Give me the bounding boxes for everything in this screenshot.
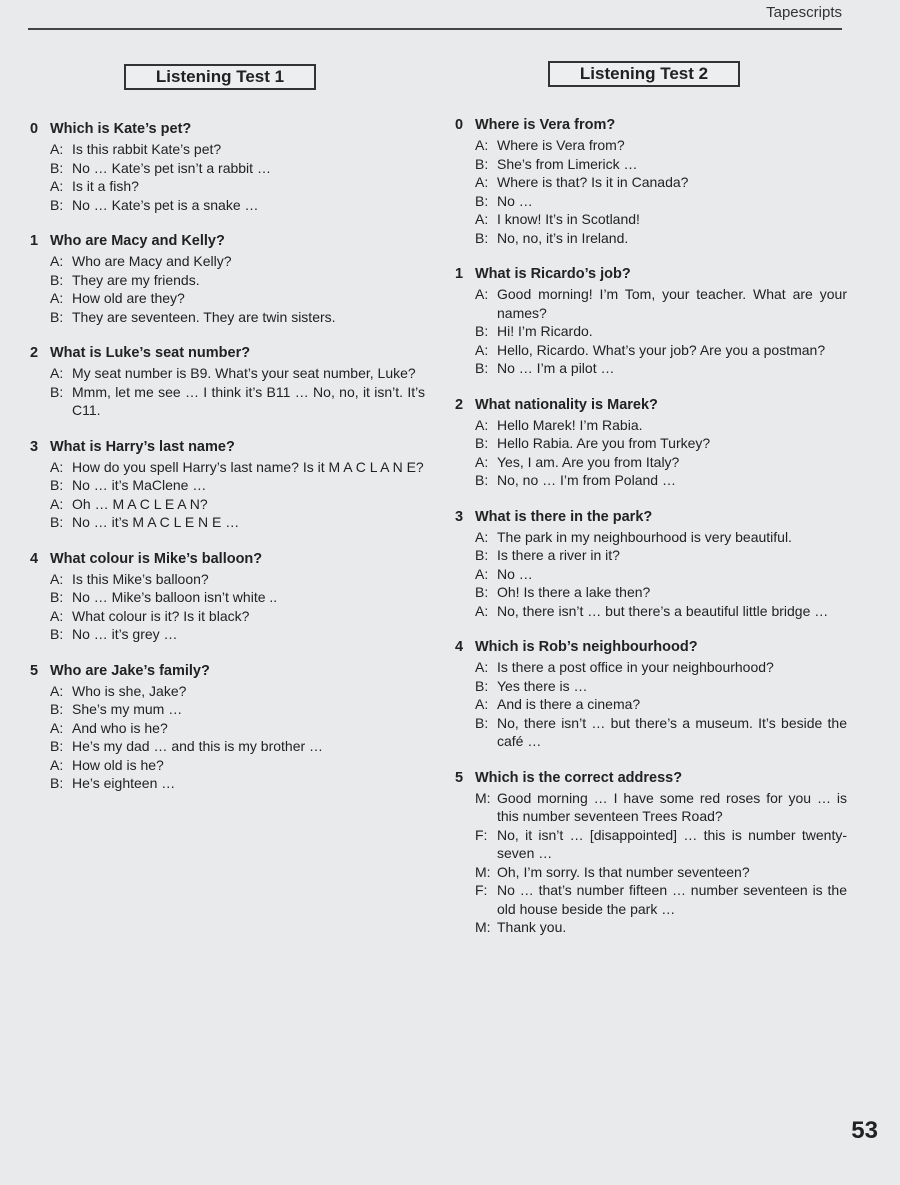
speech-text: No, no … I’m from Poland …	[497, 472, 676, 488]
dialogue-line	[455, 546, 847, 565]
speech-text: Good morning! I’m Tom, your teacher. What are your names?	[497, 286, 847, 321]
dialogue-line	[455, 863, 847, 882]
dialogue-line	[455, 173, 847, 192]
dialogue-line	[30, 588, 425, 607]
dialogue-line	[455, 434, 847, 453]
question-text: What is Harry’s last name?	[50, 438, 235, 455]
speaker-label: A:	[475, 659, 489, 675]
speaker-label: A:	[475, 341, 489, 358]
speech-text: What colour is it? Is it black?	[72, 607, 250, 624]
speaker-label: B:	[50, 271, 64, 288]
speech-text: The park in my neighbourhood is very beautiful.	[497, 528, 792, 545]
speech-text: My seat number is B9. What’s your seat number, Luke?	[72, 365, 416, 381]
speaker-label: B:	[50, 738, 64, 754]
dialogue-line	[30, 308, 425, 327]
question-block	[455, 508, 847, 621]
speaker-label: B:	[475, 192, 489, 209]
question-number: 0	[30, 121, 39, 137]
dialogue-line	[455, 658, 847, 677]
question-text: What nationality is Marek?	[475, 396, 658, 413]
dialogue-line	[30, 756, 425, 775]
dialogue-line	[455, 136, 847, 155]
dialogue-line	[455, 602, 847, 621]
speech-text: And who is he?	[72, 719, 168, 736]
question-block	[30, 120, 425, 214]
speech-text: Is there a post office in your neighbourhood?	[497, 659, 774, 675]
dialogue-line	[30, 737, 425, 756]
speech-text: No … Mike’s balloon isn’t white ..	[72, 589, 278, 605]
dialogue-line	[455, 471, 847, 490]
speech-text: No … Kate’s pet is a snake …	[72, 196, 259, 213]
dialogue-line	[30, 159, 425, 178]
speaker-label: B:	[475, 472, 489, 488]
question-block	[455, 116, 847, 247]
question-heading	[30, 662, 425, 681]
dialogue-line	[30, 513, 425, 532]
dialogue-line	[455, 192, 847, 211]
question-text: Which is the correct address?	[475, 769, 683, 786]
speech-text: He’s eighteen …	[72, 775, 176, 791]
speaker-label: M:	[475, 919, 491, 935]
question-number: 4	[30, 550, 39, 567]
speaker-label: B:	[50, 159, 64, 176]
test-1-title: Listening Test 1	[124, 64, 316, 90]
dialogue-line	[455, 359, 847, 378]
speaker-label: B:	[475, 155, 489, 172]
speech-text: No … it’s MaClene …	[72, 477, 207, 493]
dialogue-line	[455, 229, 847, 248]
speech-text: Is it a fish?	[72, 178, 139, 194]
speaker-label: A:	[50, 141, 64, 157]
question-number: 3	[455, 508, 464, 525]
dialogue-line	[455, 565, 847, 584]
speech-text: She’s my mum …	[72, 701, 183, 717]
speaker-label: B:	[475, 677, 489, 694]
speech-text: No … it’s M A C L E N E …	[72, 514, 240, 530]
speaker-label: B:	[50, 626, 64, 642]
speech-text: Yes, I am. Are you from Italy?	[497, 453, 680, 470]
speech-text: How old is he?	[72, 756, 164, 773]
speaker-label: A:	[475, 174, 489, 190]
speech-text: No … it’s grey …	[72, 626, 178, 642]
dialogue-line	[30, 476, 425, 495]
speech-text: Is there a river in it?	[497, 547, 620, 563]
speech-text: Is this Mike’s balloon?	[72, 570, 209, 587]
speech-text: Who are Macy and Kelly?	[72, 253, 232, 269]
test-1-column	[30, 120, 425, 811]
dialogue-line	[455, 155, 847, 174]
question-text: Which is Rob’s neighbourhood?	[475, 639, 698, 655]
page-number: 53	[851, 1117, 878, 1144]
question-block	[30, 438, 425, 532]
question-number: 5	[30, 662, 39, 679]
speech-text: No, there isn’t … but there’s a museum. It’s beside the café …	[497, 714, 847, 749]
question-heading	[455, 769, 847, 788]
dialogue-line	[455, 881, 847, 918]
speech-text: He’s my dad … and this is my brother …	[72, 738, 324, 754]
speech-text: Hello, Ricardo. What’s your job? Are you a postman?	[497, 341, 826, 358]
question-text: What colour is Mike’s balloon?	[50, 550, 263, 567]
dialogue-line	[30, 719, 425, 738]
question-text: What is Ricardo’s job?	[475, 266, 631, 282]
speaker-label: A:	[50, 756, 64, 773]
question-block	[30, 550, 425, 644]
question-text: What is there in the park?	[475, 508, 653, 525]
question-block	[30, 232, 425, 326]
speech-text: How old are they?	[72, 290, 185, 306]
speech-text: Yes there is …	[497, 677, 588, 694]
question-heading	[455, 396, 847, 415]
speaker-label: B:	[50, 514, 64, 530]
question-heading	[455, 116, 847, 135]
speaker-label: M:	[475, 863, 491, 880]
question-heading	[30, 344, 425, 363]
speaker-label: A:	[50, 178, 64, 194]
dialogue-line	[30, 607, 425, 626]
speaker-label: B:	[475, 229, 489, 246]
dialogue-line	[455, 826, 847, 863]
question-heading	[455, 508, 847, 527]
question-number: 1	[30, 233, 39, 249]
question-heading	[455, 638, 847, 657]
speech-text: Mmm, let me see … I think it’s B11 … No, no, it isn’t. It’s C11.	[72, 383, 425, 418]
speaker-label: B:	[50, 701, 64, 717]
dialogue-line	[30, 383, 425, 420]
dialogue-line	[30, 196, 425, 215]
speaker-label: A:	[475, 696, 489, 712]
speaker-label: B:	[475, 323, 489, 339]
speech-text: I know! It’s in Scotland!	[497, 211, 640, 227]
question-heading	[30, 120, 425, 139]
speech-text: She’s from Limerick …	[497, 155, 638, 172]
speech-text: Oh! Is there a lake then?	[497, 584, 651, 600]
speaker-label: A:	[475, 137, 489, 153]
dialogue-line	[30, 682, 425, 701]
speaker-label: M:	[475, 789, 491, 806]
speech-text: No … that’s number fifteen … number seventeen is the old house beside the park …	[497, 882, 847, 917]
speech-text: Where is Vera from?	[497, 137, 625, 153]
question-block	[455, 638, 847, 751]
speaker-label: A:	[475, 286, 489, 302]
question-heading	[455, 265, 847, 284]
question-heading	[30, 550, 425, 569]
dialogue-line	[455, 322, 847, 341]
speech-text: Oh … M A C L E A N?	[72, 495, 208, 512]
speaker-label: A:	[475, 211, 489, 227]
speech-text: They are seventeen. They are twin sisters.	[72, 308, 336, 325]
speaker-label: A:	[50, 253, 64, 269]
dialogue-line	[30, 495, 425, 514]
speech-text: Good morning … I have some red roses for you … is this number seventeen Trees Road?	[497, 789, 847, 824]
dialogue-line	[30, 252, 425, 271]
speaker-label: F:	[475, 882, 488, 898]
speaker-label: B:	[50, 477, 64, 493]
question-number: 3	[30, 438, 39, 455]
speech-text: Hello Rabia. Are you from Turkey?	[497, 435, 711, 451]
question-number: 2	[30, 345, 39, 361]
speaker-label: A:	[50, 570, 64, 587]
speaker-label: A:	[475, 565, 489, 582]
question-text: Who are Jake’s family?	[50, 662, 210, 679]
dialogue-line	[30, 625, 425, 644]
dialogue-line	[30, 140, 425, 159]
question-text: Which is Kate’s pet?	[50, 121, 192, 137]
speaker-label: A:	[50, 365, 64, 381]
speech-text: No, there isn’t … but there’s a beautiful little bridge …	[497, 602, 829, 619]
header-rule	[28, 28, 842, 30]
dialogue-line	[30, 774, 425, 793]
dialogue-line	[455, 285, 847, 322]
speaker-label: A:	[475, 602, 489, 619]
test-2-column	[455, 116, 847, 955]
speaker-label: A:	[50, 458, 64, 475]
dialogue-line	[455, 210, 847, 229]
dialogue-line	[455, 583, 847, 602]
speaker-label: B:	[475, 360, 489, 376]
dialogue-line	[30, 271, 425, 290]
speech-text: Thank you.	[497, 919, 567, 935]
speaker-label: B:	[50, 308, 64, 325]
dialogue-line	[455, 695, 847, 714]
speaker-label: B:	[475, 547, 489, 563]
speech-text: No … I’m a pilot …	[497, 360, 615, 376]
dialogue-line	[30, 458, 425, 477]
speaker-label: B:	[475, 714, 489, 731]
question-number: 1	[455, 266, 464, 282]
speaker-label: A:	[50, 682, 64, 699]
speaker-label: A:	[50, 495, 64, 512]
question-text: Where is Vera from?	[475, 117, 616, 133]
question-block	[455, 396, 847, 490]
speech-text: Hi! I’m Ricardo.	[497, 323, 593, 339]
speech-text: Is this rabbit Kate’s pet?	[72, 141, 222, 157]
question-text: Who are Macy and Kelly?	[50, 233, 225, 249]
dialogue-line	[30, 570, 425, 589]
speech-text: No … Kate’s pet isn’t a rabbit …	[72, 159, 271, 176]
dialogue-line	[455, 918, 847, 937]
dialogue-line	[455, 789, 847, 826]
dialogue-line	[455, 416, 847, 435]
dialogue-line	[455, 677, 847, 696]
question-heading	[30, 232, 425, 251]
speaker-label: B:	[50, 196, 64, 213]
speech-text: Hello Marek! I’m Rabia.	[497, 416, 643, 433]
question-number: 5	[455, 769, 464, 786]
question-number: 4	[455, 639, 464, 655]
test-2-title: Listening Test 2	[548, 61, 740, 87]
speaker-label: B:	[475, 435, 489, 451]
question-number: 0	[455, 117, 464, 133]
dialogue-line	[30, 364, 425, 383]
question-block	[30, 344, 425, 420]
speaker-label: B:	[50, 589, 64, 605]
speaker-label: A:	[50, 290, 64, 306]
dialogue-line	[455, 528, 847, 547]
dialogue-line	[455, 714, 847, 751]
dialogue-line	[30, 289, 425, 308]
dialogue-line	[455, 453, 847, 472]
speaker-label: A:	[475, 528, 489, 545]
speech-text: No …	[497, 565, 533, 582]
question-block	[30, 662, 425, 793]
speaker-label: B:	[50, 775, 64, 791]
speaker-label: B:	[475, 584, 489, 600]
speech-text: And is there a cinema?	[497, 696, 641, 712]
speech-text: No …	[497, 192, 533, 209]
speaker-label: A:	[475, 416, 489, 433]
speech-text: Where is that? Is it in Canada?	[497, 174, 689, 190]
question-block	[455, 769, 847, 937]
speaker-label: B:	[50, 383, 64, 400]
speech-text: Oh, I’m sorry. Is that number seventeen?	[497, 863, 750, 880]
question-text: What is Luke’s seat number?	[50, 345, 251, 361]
speech-text: No, no, it’s in Ireland.	[497, 229, 629, 246]
dialogue-line	[455, 341, 847, 360]
section-header: Tapescripts	[766, 4, 842, 21]
question-block	[455, 265, 847, 378]
speech-text: Who is she, Jake?	[72, 682, 187, 699]
dialogue-line	[30, 177, 425, 196]
speech-text: No, it isn’t … [disappointed] … this is number twenty-seven …	[497, 826, 847, 861]
speech-text: They are my friends.	[72, 271, 200, 288]
speaker-label: F:	[475, 826, 488, 843]
speaker-label: A:	[475, 453, 489, 470]
speech-text: How do you spell Harry’s last name? Is it M A C L A N E?	[72, 458, 424, 475]
speaker-label: A:	[50, 719, 64, 736]
dialogue-line	[30, 700, 425, 719]
speaker-label: A:	[50, 607, 64, 624]
question-heading	[30, 438, 425, 457]
question-number: 2	[455, 396, 464, 413]
